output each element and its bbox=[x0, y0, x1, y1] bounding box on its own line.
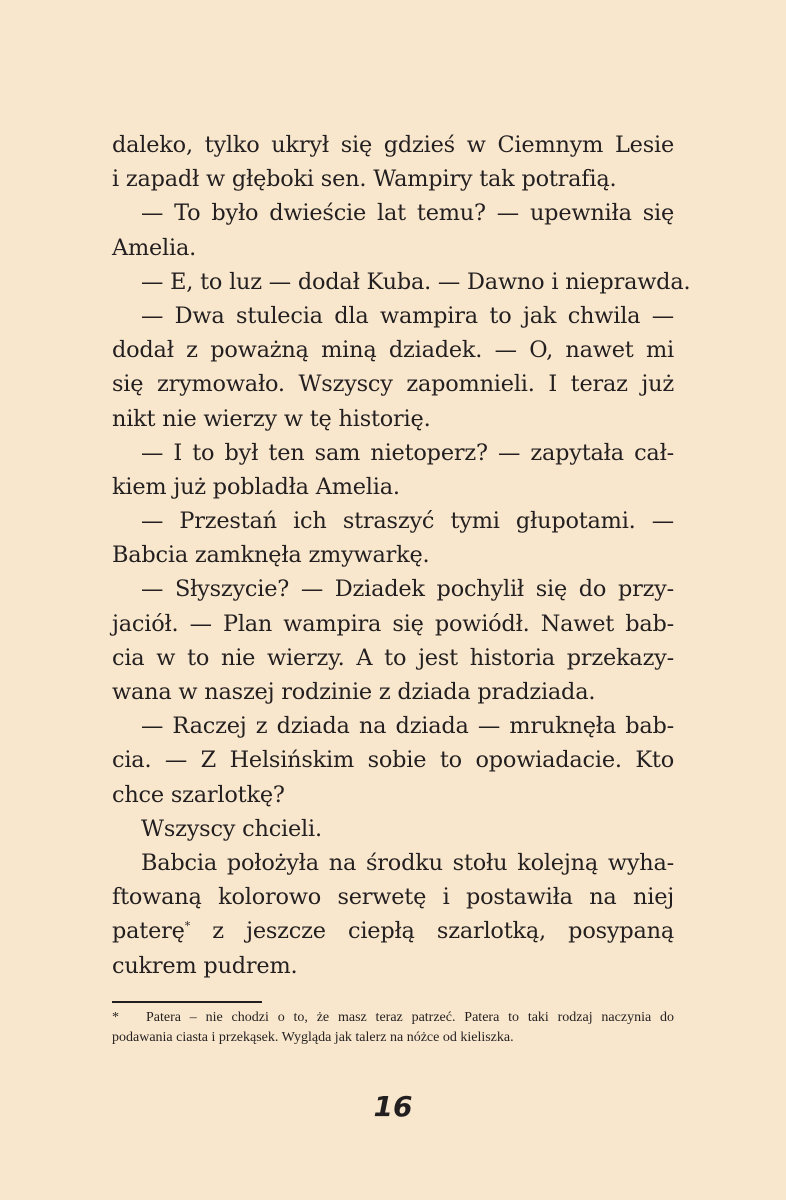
text-line: — To było dwieście lat temu? — upewniła się bbox=[141, 200, 674, 227]
text-line: cukrem pudrem. bbox=[112, 952, 298, 979]
text-line: Babcia zamknęła zmywarkę. bbox=[112, 542, 430, 569]
text-line: dodał z poważną miną dziadek. — O, nawet mi bbox=[112, 337, 674, 364]
footnote-divider bbox=[112, 1001, 262, 1003]
text-line: wana w naszej rodzinie z dziada pradziada. bbox=[112, 679, 596, 705]
text-line: Wszyscy chcieli. bbox=[141, 815, 322, 842]
text-line: — Przestań ich straszyć tymi głupotami. — bbox=[141, 508, 674, 535]
text-line: — Raczej z dziada na dziada — mruknęła bab- bbox=[141, 713, 674, 740]
footnote bbox=[112, 1008, 674, 1048]
page-number: 16 bbox=[373, 1090, 413, 1123]
text-line: się zrymowało. Wszyscy zapomnieli. I teraz już bbox=[112, 371, 674, 398]
text-line: Babcia położyła na środku stołu kolejną wyha- bbox=[141, 849, 674, 876]
text-line: Amelia. bbox=[112, 234, 197, 261]
text-line bbox=[112, 914, 674, 948]
text-line: jaciół. — Plan wampira się powiódł. Nawet bab- bbox=[112, 610, 674, 637]
text-line: daleko, tylko ukrył się gdzieś w Ciemnym Lesie bbox=[112, 132, 674, 158]
text-line: ftowaną kolorowo serwetę i postawiła na niej bbox=[112, 884, 674, 911]
text-span: paterę bbox=[112, 918, 185, 945]
body-text bbox=[112, 128, 691, 983]
footnote-text: Patera – nie chodzi o to, że masz teraz patrzeć. Patera to taki rodzaj naczynia do bbox=[146, 1010, 674, 1025]
text-line: cia. — Z Helsińskim sobie to opowiadacie. Kto bbox=[112, 747, 674, 774]
text-line: nikt nie wierzy w tę historię. bbox=[112, 405, 431, 432]
text-line: kiem już pobladła Amelia. bbox=[112, 473, 400, 500]
text-line: cia w to nie wierzy. A to jest historia przekazy- bbox=[112, 644, 674, 671]
text-line: chce szarlotkę? bbox=[112, 781, 285, 808]
footnote-line bbox=[112, 1008, 674, 1028]
text-line: — I to był ten sam nietoperz? — zapytała cał- bbox=[141, 439, 674, 466]
text-line: i zapadł w głęboki sen. Wampiry tak potrafią. bbox=[112, 166, 617, 193]
text-line: — Słyszycie? — Dziadek pochylił się do przy- bbox=[141, 576, 674, 603]
footnote-reference[interactable]: * bbox=[184, 919, 190, 933]
text-line: — E, to luz — dodał Kuba. — Dawno i nieprawda. bbox=[141, 268, 691, 295]
footnote-line: podawania ciasta i przekąsek. Wygląda jak talerz na nóżce od kieliszka. bbox=[112, 1030, 514, 1045]
text-span: z jeszcze ciepłą szarlotką, posypaną bbox=[190, 918, 674, 945]
footnote-marker: * bbox=[112, 1010, 119, 1025]
text-line: — Dwa stulecia dla wampira to jak chwila — bbox=[141, 302, 674, 329]
